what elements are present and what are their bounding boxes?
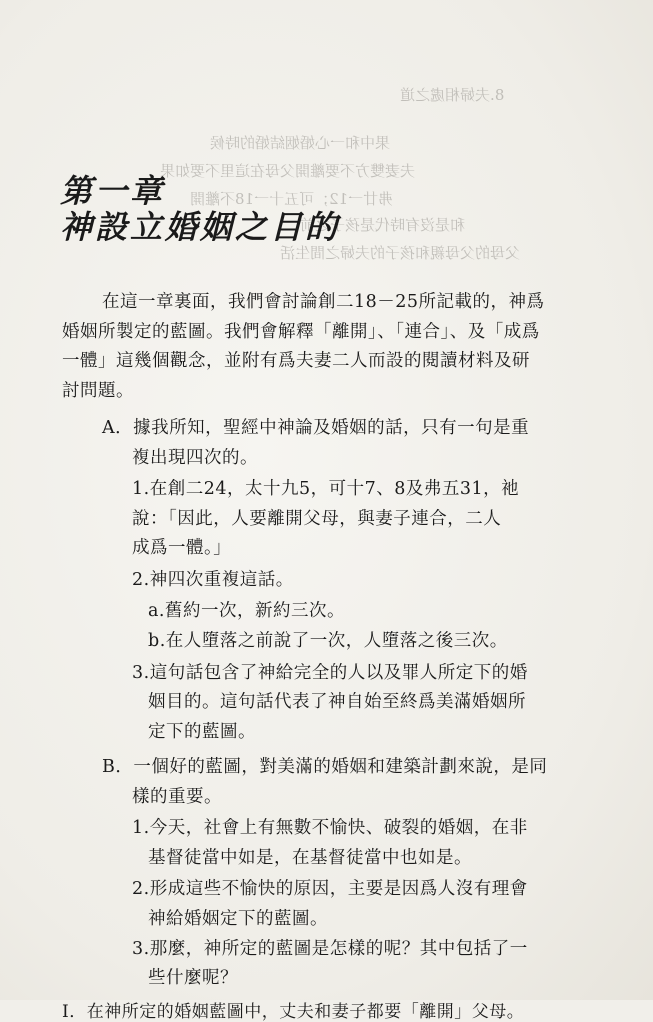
outline-item-b3: 3.那麼，神所定的藍圖是怎樣的呢？其中包括了一 xyxy=(132,938,528,959)
chapter-number: 第一章 xyxy=(60,172,166,210)
bleed-through-header: 8.夫婦相處之道 xyxy=(400,86,505,104)
bleed-through-text: 夫妻雙方不要離開父母在這里不要如果 xyxy=(160,162,416,180)
outline-item-a2b: b.在人墮落之前說了一次，人墮落之後三次。 xyxy=(148,631,508,652)
outline-item-b2: 神給婚姻定下的藍圖。 xyxy=(148,908,328,929)
chapter-title: 神設立婚姻之目的 xyxy=(60,208,341,246)
intro-paragraph-line: 討問題。 xyxy=(62,380,134,401)
outline-item-a: A．據我所知，聖經中神論及婚姻的話，只有一句是重 xyxy=(102,418,530,439)
outline-item-b2: 2.形成這些不愉快的原因，主要是因爲人沒有理會 xyxy=(132,879,528,900)
outline-item-a3: 定下的藍圖。 xyxy=(148,721,256,742)
intro-paragraph-line: 婚姻所製定的藍圖。我們會解釋「離開」、「連合」、及「成爲 xyxy=(62,321,540,342)
bleed-through-text: 弗廿一12；可五十一18不離開 xyxy=(190,190,394,208)
outline-item-a2a: a.舊約一次，新約三次。 xyxy=(148,601,345,622)
outline-item-b: 樣的重要。 xyxy=(132,786,222,807)
outline-item-a1: 成爲一體。」 xyxy=(132,538,232,559)
outline-item-a1: 1.在創二24，太十九5，可十7、8及弗五31，祂 xyxy=(132,479,520,500)
bleed-through-text: 果中和一心婚姻結婚的時候 xyxy=(210,134,391,152)
outline-item-a3: 3.這句話包含了神給完全的人以及罪人所定下的婚 xyxy=(132,662,528,683)
intro-paragraph-line: 在這一章裏面，我們會討論創二18－25所記載的，神爲 xyxy=(102,292,545,312)
intro-paragraph-line: 一體」這幾個觀念，並附有爲夫妻二人而設的閱讀材料及研 xyxy=(62,351,530,372)
outline-item-i: I．在神所定的婚姻藍圖中，丈夫和妻子都要「離開」父母。 xyxy=(62,1001,525,1022)
outline-item-a: 複出現四次的。 xyxy=(132,447,258,468)
outline-item-a3: 姻目的。這句話代表了神自始至終爲美滿婚姻所 xyxy=(148,692,526,713)
outline-item-b3: 些什麼呢？ xyxy=(148,967,238,988)
outline-item-a1: 說：「因此，人要離開父母，與妻子連合，二人 xyxy=(132,508,502,529)
outline-item-b: B．一個好的藍圖，對美滿的婚姻和建築計劃來說，是同 xyxy=(102,757,548,778)
outline-item-b1: 基督徒當中如是，在基督徒當中也如是。 xyxy=(148,847,472,868)
outline-item-b1: 1.今天，社會上有無數不愉快、破裂的婚姻，在非 xyxy=(132,818,528,839)
outline-item-a2: 2.神四次重複這話。 xyxy=(132,569,294,590)
bleed-through-text: 父母的父母親和孩子的夫婦之間生活 xyxy=(280,244,521,262)
bleed-through-text: 和是沒有時代是孩子之前 xyxy=(300,216,466,234)
